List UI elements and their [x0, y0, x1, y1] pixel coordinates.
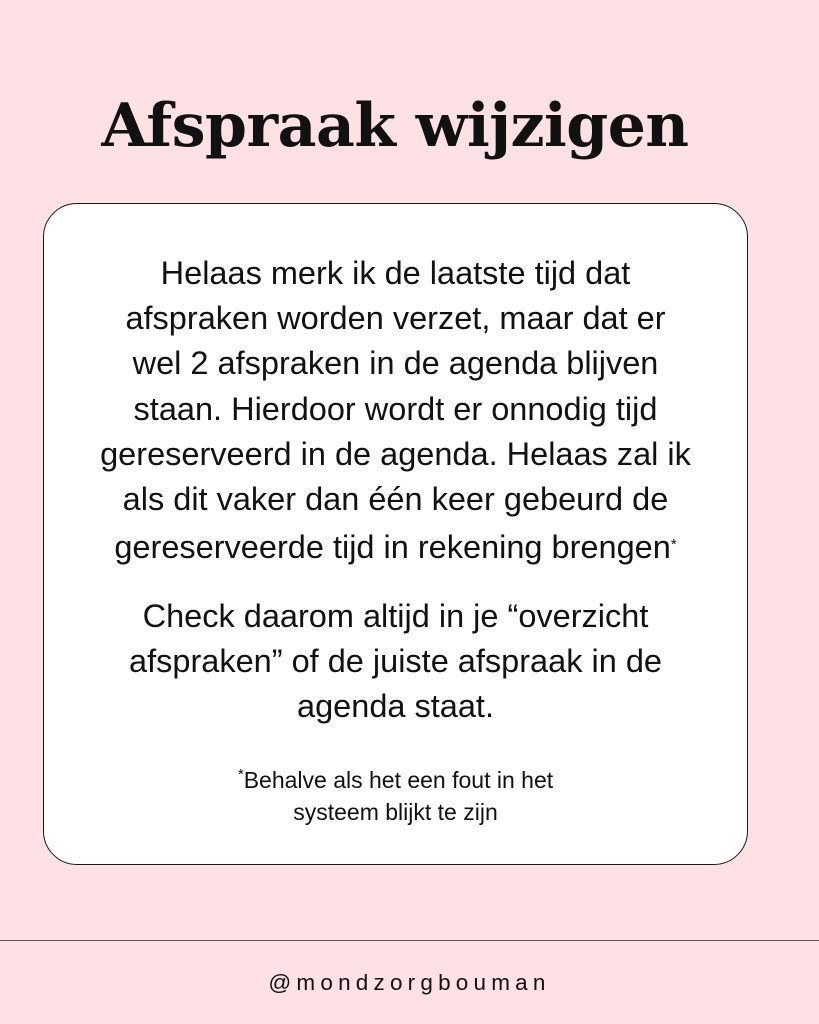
- notice-line: Helaas merk ik de laatste tijd dat: [160, 255, 631, 291]
- notice-paragraph: [44, 251, 747, 570]
- footnote-marker: *: [237, 766, 244, 783]
- advice-paragraph: [44, 594, 747, 730]
- footnote: [44, 759, 747, 828]
- footnote-line: systeem blijkt te zijn: [293, 799, 498, 825]
- page-title: Afspraak wijzigen: [101, 91, 689, 161]
- footnote-marker: *: [670, 536, 677, 554]
- footer-divider: [0, 940, 819, 941]
- notice-line: wel 2 afspraken in de agenda blijven: [132, 345, 659, 382]
- info-card: [43, 203, 748, 865]
- footnote-line: Behalve als het een fout in het: [243, 767, 554, 793]
- advice-line: afspraken” of de juiste afspraak in de: [129, 643, 662, 680]
- notice-line: als dit vaker dan één keer gebeurd de: [122, 481, 669, 518]
- notice-line: afspraken worden verzet, maar dat er: [125, 300, 666, 337]
- notice-line: gereserveerd in de agenda. Helaas zal ik: [100, 435, 691, 472]
- social-handle: @mondzorgbouman: [268, 970, 551, 995]
- notice-line: gereserveerde tijd in rekening brengen: [114, 529, 671, 566]
- advice-line: agenda staat.: [297, 688, 494, 725]
- advice-line: Check daarom altijd in je “overzicht: [142, 598, 649, 634]
- notice-line: staan. Hierdoor wordt er onnodig tijd: [133, 390, 658, 427]
